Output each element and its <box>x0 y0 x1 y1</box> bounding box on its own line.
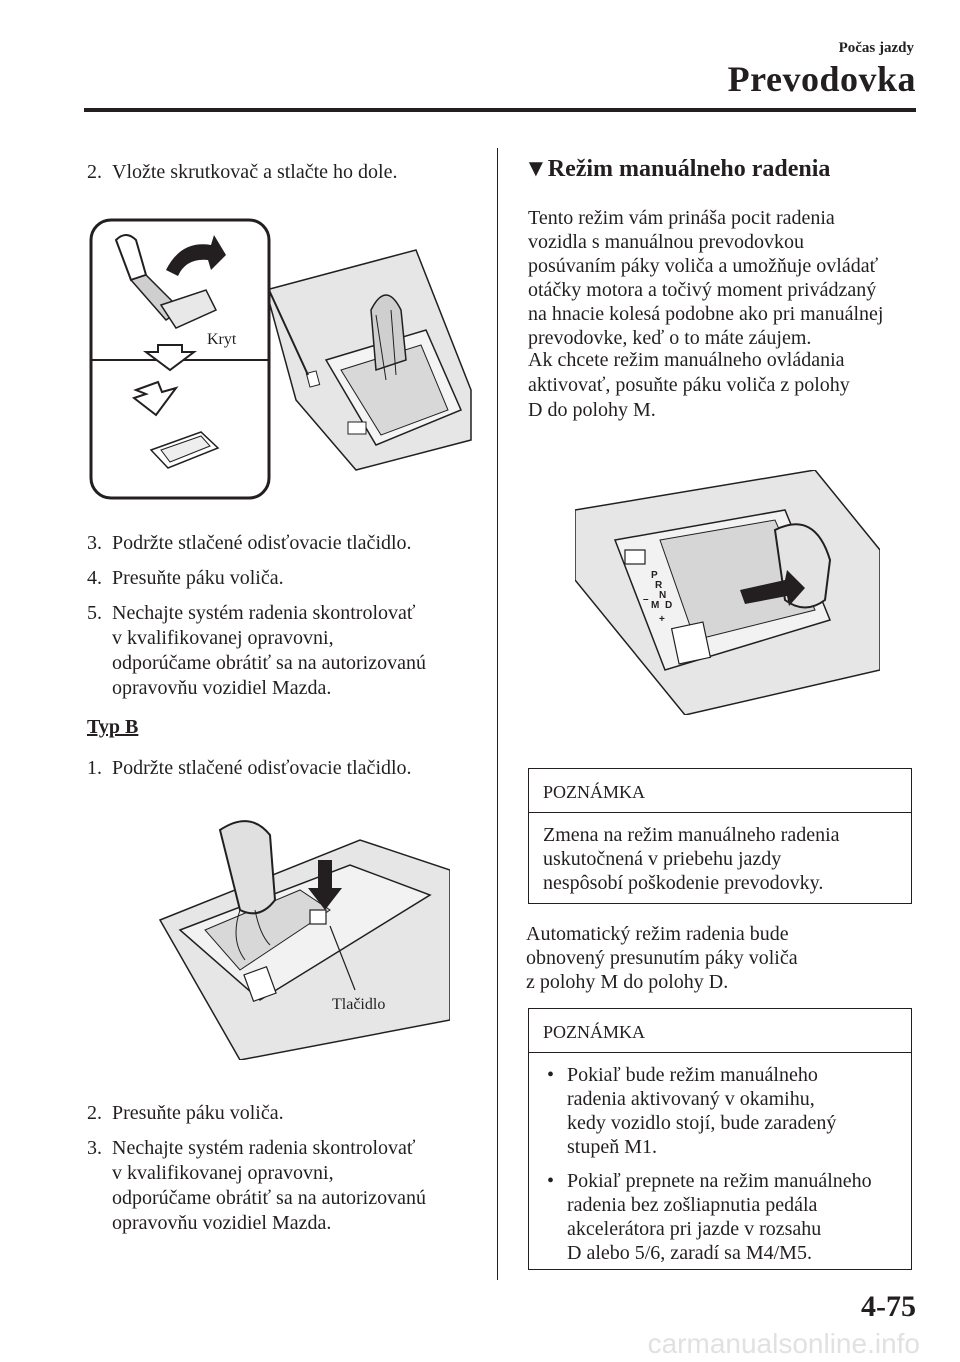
step-number: 2. <box>87 1102 102 1124</box>
note-heading: POZNÁMKA <box>529 1009 911 1053</box>
figure-label-kryt: Kryt <box>207 331 237 348</box>
paragraph-restore: Automatický režim radenia bude obnovený presunutím páky voliča z polohy M do polohy D. <box>526 923 798 993</box>
gear-n: N <box>659 590 667 601</box>
gear-minus: – <box>643 594 649 605</box>
paragraph-activate: Ak chcete režim manuálneho ovládania aktivovať, posuňte páku voliča z polohy D do polohy M. <box>528 349 850 421</box>
paragraph-intro: Tento režim vám prináša pocit radenia vozidla s manuálnou prevodovkou posúvaním páky voliča a umožňuje ovládať otáčky motora a točivý moment privádzaný na hnacie kolesá podobne ako pri manuálnej prevodovke, keď o to máte záujem. <box>528 207 884 349</box>
chapter-title: Prevodovka <box>727 59 916 99</box>
page-number: 4-75 <box>861 1290 916 1323</box>
note-heading: POZNÁMKA <box>529 769 911 813</box>
step-text: Presuňte páku voliča. <box>112 567 284 589</box>
step-text: Podržte stlačené odisťovacie tlačidlo. <box>112 532 412 554</box>
note-body <box>529 1053 911 1265</box>
note-bullet: • Pokiaľ bude režim manuálneho radenia aktivovaný v okamihu, kedy vozidlo stojí, bude zaradený stupeň M1. <box>547 1064 837 1158</box>
note-box-1 <box>528 768 912 904</box>
note-body: Zmena na režim manuálneho radenia uskutočnená v priebehu jazdy nespôsobí poškodenie prevodovky. <box>543 824 840 894</box>
gear-r: R <box>655 580 663 591</box>
step-number: 3. <box>87 1137 102 1159</box>
step-text: Nechajte systém radenia skontrolovať v kvalifikovanej opravovni, odporúčame obrátiť sa na autorizovanú opravovňu vozidiel Mazda. <box>112 1137 426 1234</box>
column-divider <box>497 148 498 1280</box>
figure-cover-removal <box>86 210 486 500</box>
step-number: 1. <box>87 757 102 779</box>
gear-p: P <box>651 570 658 581</box>
watermark: carmanualsonline.info <box>647 1328 920 1359</box>
bullet-icon: • <box>547 1170 555 1192</box>
header-rule <box>84 108 916 112</box>
gear-d: D <box>665 600 673 611</box>
gear-plus: + <box>659 614 665 625</box>
step-text: Podržte stlačené odisťovacie tlačidlo. <box>112 757 412 779</box>
figure-release-button <box>150 810 450 1060</box>
step-number: 2. <box>87 161 102 183</box>
bullet-icon: • <box>547 1064 555 1086</box>
step-text: Presuňte páku voliča. <box>112 1102 284 1124</box>
note-box-2 <box>528 1008 912 1270</box>
step-text: Vložte skrutkovač a stlačte ho dole. <box>112 161 398 183</box>
figure-label-tlacidlo: Tlačidlo <box>332 996 386 1013</box>
step-number: 4. <box>87 567 102 589</box>
subheading-typ-b: Typ B <box>87 716 139 738</box>
section-heading: ▼Režim manuálneho radenia <box>524 156 831 182</box>
step-number: 5. <box>87 602 102 624</box>
section-title: Počas jazdy <box>838 40 914 56</box>
note-bullet: • Pokiaľ prepnete na režim manuálneho radenia bez zošliapnutia pedála akcelerátora pri jazde v rozsahu D alebo 5/6, zaradí sa M4/M5. <box>547 1170 872 1264</box>
gear-m: M <box>651 600 660 611</box>
step-number: 3. <box>87 532 102 554</box>
step-text: Nechajte systém radenia skontrolovať v kvalifikovanej opravovni, odporúčame obrátiť sa na autorizovanú opravovňu vozidiel Mazda. <box>112 602 426 699</box>
figure-manual-mode-shift <box>575 470 880 715</box>
